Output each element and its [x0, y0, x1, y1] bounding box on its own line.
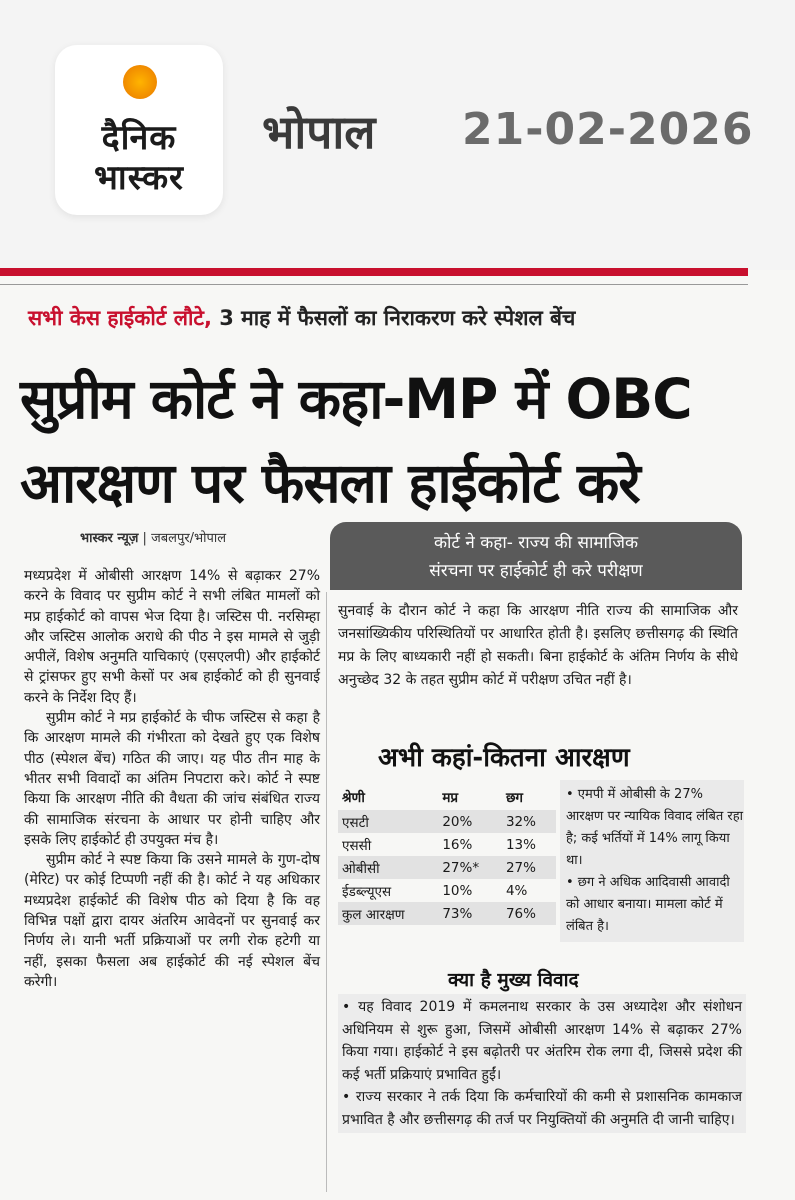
- table-cell: 27%*: [438, 856, 502, 879]
- app-header: [0, 0, 795, 270]
- table-cell: 73%: [438, 902, 502, 925]
- dispute-point: • राज्य सरकार ने तर्क दिया कि कर्मचारियों की कमी से प्रशासनिक कामकाज प्रभावित है और छत्तीसगढ़ की तर्ज पर नियुक्तियों की अनुमति दी जानी चाहिए।: [342, 1089, 742, 1128]
- table-cell: 13%: [505, 836, 536, 853]
- article-body: [24, 566, 320, 992]
- reservation-table-title: अभी कहां-कितना आरक्षण: [378, 743, 630, 773]
- table-cell: 20%: [438, 810, 502, 833]
- court-box-title-1: कोर्ट ने कहा- राज्य की सामाजिक: [433, 533, 639, 553]
- col-header-cg: छग: [505, 790, 524, 806]
- dispute-title: क्या है मुख्य विवाद: [448, 969, 579, 991]
- dispute-body: [338, 994, 746, 1133]
- article-kicker: [28, 304, 575, 332]
- table-cell: ईडब्ल्यूएस: [342, 883, 392, 900]
- reservation-notes: [560, 780, 744, 942]
- kicker-highlight: सभी केस हाईकोर्ट लौटे,: [28, 306, 212, 330]
- sun-icon: [123, 65, 157, 99]
- court-box-body: सुनवाई के दौरान कोर्ट ने कहा कि आरक्षण नीति राज्य की सामाजिक और जनसांख्यिकीय परिस्थितियों पर आधारित होती है। इसलिए छत्तीसगढ़ की स्थिति मप्र के लिए बाध्यकारी नहीं हो सकती। बिना हाईकोर्ट के अंतिम निर्णय के सीधे अनुच्छेद 32 के तहत सुप्रीम कोर्ट में परीक्षण उचित नहीं है।: [338, 603, 738, 688]
- byline: [80, 528, 226, 546]
- table-row: [338, 810, 556, 833]
- edition-city: भोपाल: [262, 105, 376, 159]
- logo-text-line2: भास्कर: [94, 158, 184, 198]
- reservation-table: [338, 784, 556, 925]
- kicker-text: 3 माह में फैसलों का निराकरण करे स्पेशल बेंच: [211, 306, 576, 330]
- table-row: [338, 902, 556, 925]
- headline-line-2: आरक्षण पर फैसला हाईकोर्ट करे: [20, 451, 640, 515]
- edition-date: 21-02-2026: [462, 104, 754, 155]
- note-item: • एमपी में ओबीसी के 27% आरक्षण पर न्यायिक विवाद लंबित रहा है; कई भर्तियों में 14% लागू किया था।: [566, 787, 744, 868]
- table-cell: 76%: [502, 902, 556, 925]
- dainik-bhaskar-logo: [55, 45, 223, 215]
- article-paragraph: सुप्रीम कोर्ट ने स्पष्ट किया कि उसने मामले के गुण-दोष (मेरिट) पर कोई टिप्पणी नहीं की है। कोर्ट ने यह अधिकार मध्यप्रदेश हाईकोर्ट की विशेष पीठ को दिया है कि वह विभिन्न पक्षों द्वारा दायर अंतरिम आवेदनों पर सुनवाई कर निर्णय ले। यानी भर्ती प्रक्रियाओं पर लगी रोक हटेगी या नहीं, इसका फैसला अब हाईकोर्ट की नई स्पेशल बेंच करेगी।: [24, 852, 320, 990]
- table-row: [338, 833, 556, 856]
- table-cell: एसटी: [338, 810, 438, 833]
- logo-text-line1: दैनिक: [101, 118, 177, 158]
- table-cell: ओबीसी: [338, 856, 438, 879]
- col-header-category: श्रेणी: [342, 790, 365, 806]
- dispute-point: • यह विवाद 2019 में कमलनाथ सरकार के उस अध्यादेश और संशोधन अधिनियम से शुरू हुआ, जिसमें ओबीसी आरक्षण 14% से बढ़ाकर 27% किया गया। हाईकोर्ट ने इस बढ़ोतरी पर अंतरिम रोक लगा दी, जिससे प्रदेश की कई भर्ती प्रक्रियाएं प्रभावित हुईं।: [342, 999, 742, 1083]
- table-row: [338, 879, 556, 902]
- byline-place: | जबलपुर/भोपाल: [138, 531, 227, 546]
- note-item: • छग ने अधिक आदिवासी आवादी को आधार बनाया। मामला कोर्ट में लंबित है।: [566, 875, 730, 934]
- table-cell: 16%: [442, 836, 473, 853]
- table-cell: कुल आरक्षण: [338, 902, 438, 925]
- headline-line-1: सुप्रीम कोर्ट ने कहा-MP में OBC: [20, 367, 692, 431]
- article-paragraph: मध्यप्रदेश में ओबीसी आरक्षण 14% से बढ़ाकर 27% करने के विवाद पर सुप्रीम कोर्ट ने सभी लंबित मामलों को मप्र हाईकोर्ट को वापस भेज दिया है। जस्टिस पी. नरसिम्हा और जस्टिस आलोक अराधे की पीठ ने इस मामले से जुड़ी अपीलें, विशेष अनुमति याचिकाएं (एसएलपी) और हाईकोर्ट से ट्रांसफर हुए सभी केसों पर अब हाईकोर्ट को ही सुनवाई करने के निर्देश दिए हैं।: [24, 568, 320, 706]
- table-cell: 10%: [442, 882, 473, 899]
- table-cell: 4%: [505, 882, 528, 899]
- table-cell: 32%: [502, 810, 556, 833]
- table-row: [338, 856, 556, 879]
- byline-agency: भास्कर न्यूज़: [80, 531, 139, 546]
- col-header-mp: मप्र: [442, 790, 459, 806]
- column-separator: [326, 592, 327, 1192]
- thin-divider: [0, 284, 748, 285]
- court-box-title-2: संरचना पर हाईकोर्ट ही करे परीक्षण: [429, 561, 643, 581]
- table-header-row: [338, 784, 556, 810]
- red-divider: [0, 268, 748, 276]
- court-box-header: [330, 522, 742, 590]
- table-cell: 27%: [502, 856, 556, 879]
- article-paragraph: सुप्रीम कोर्ट ने मप्र हाईकोर्ट के चीफ जस्टिस से कहा है कि आरक्षण मामले की गंभीरता को देखते हुए एक विशेष पीठ (स्पेशल बेंच) गठित की जाए। यह पीठ तीन माह के भीतर सभी विवादों का अंतिम निपटारा करे। कोर्ट ने स्पष्ट किया कि आरक्षण नीति की वैधता की जांच संबंधित राज्य की सामाजिक संरचना के आधार पर होनी चाहिए और इसके लिए हाईकोर्ट ही उपयुक्त मंच है।: [24, 710, 320, 848]
- table-cell: एससी: [342, 837, 372, 854]
